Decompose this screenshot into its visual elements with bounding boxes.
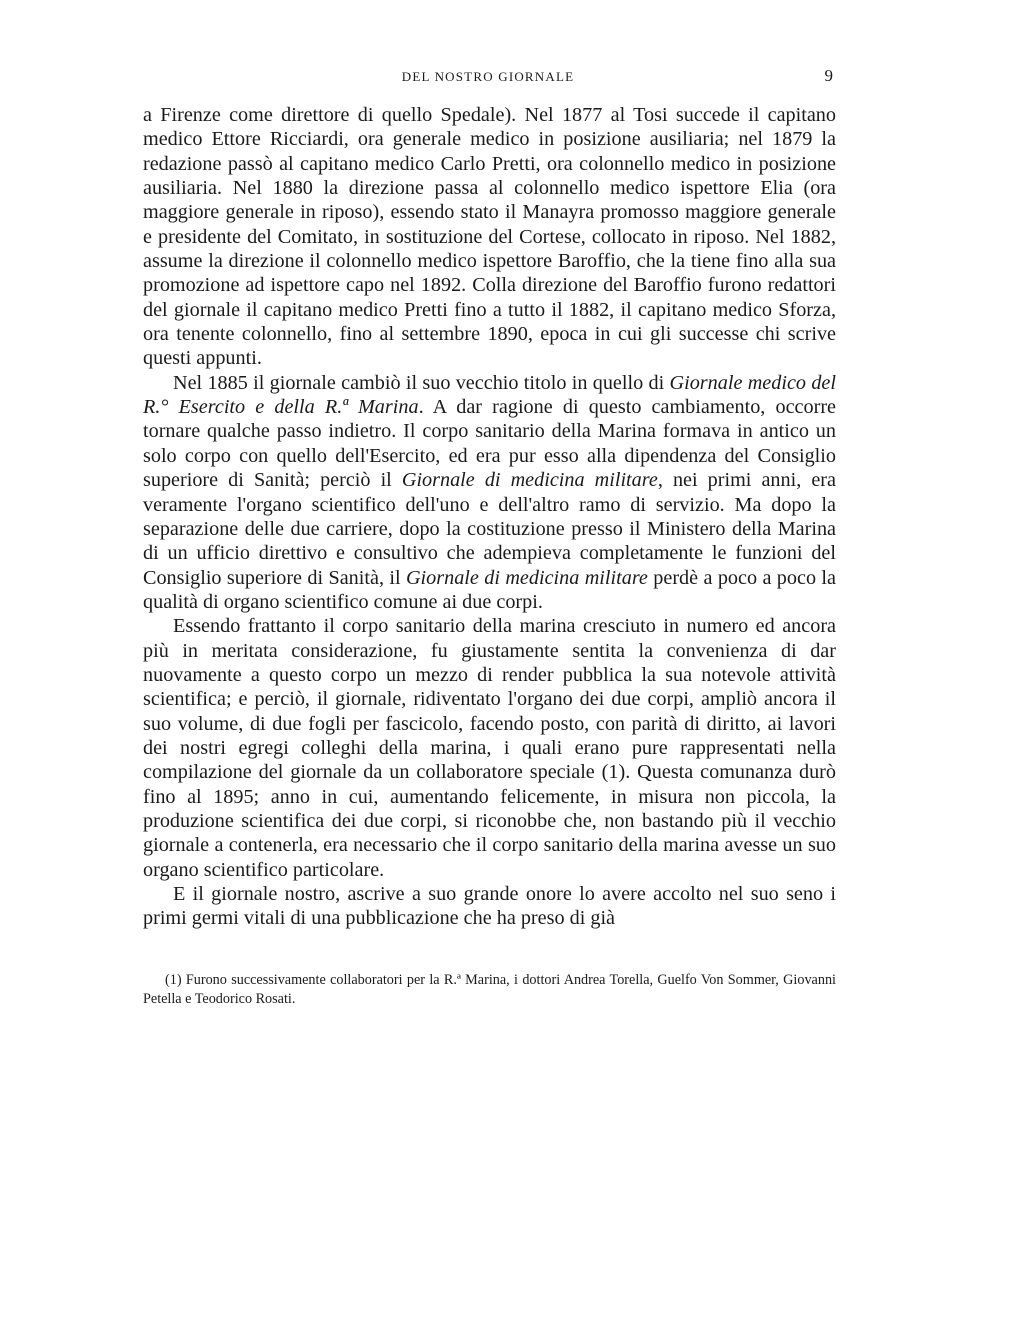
text-run: , nei primi anni, era veramente l'organo scientifico dell'uno e dell'altro ramo di servizio. Ma dopo la separazione delle due carriere, dopo la costituzione presso il Ministero della Marina di un ufficio direttivo e consultivo che adempieva completamente le funzioni del Consiglio superiore di Sanità, il xyxy=(143,469,836,589)
paragraph-3 xyxy=(143,614,836,882)
footnote-1: (1) Furono successivamente collaboratori per la R.ª Marina, i dottori Andrea Torella, Guelfo Von Sommer, Giovanni Petella e Teodorico Rosati. xyxy=(143,972,836,1007)
running-title: DEL NOSTRO GIORNALE xyxy=(401,69,575,84)
italic-title-run: Giornale di medicina militare xyxy=(401,469,658,492)
paragraph-1 xyxy=(143,103,836,371)
italic-title-run: Giornale medico del R.° Esercito e della R.ª Marina xyxy=(143,371,836,419)
page-number: 9 xyxy=(824,66,833,85)
text-run: perdè a poco a poco la qualità di organo scientifico comune ai due corpi. xyxy=(143,566,836,613)
footnotes xyxy=(143,971,836,1009)
text-run: . A dar ragione di questo cambiamento, occorre tornare qualche passo indietro. Il corpo sanitario della Marina formava in antico un solo corpo con quello dell'Esercito, ed era pur esso alla dipendenza del Consiglio superiore di Sanità; perciò il xyxy=(143,396,837,492)
body-text xyxy=(143,103,836,931)
paragraph-2 xyxy=(143,371,836,614)
text-run: Nel 1885 il giornale cambiò il suo vecchio titolo in quello di xyxy=(173,371,670,394)
text-run: a Firenze come direttore di quello Spedale). Nel 1877 al Tosi succede il capitano medico Ettore Ricciardi, ora generale medico in posizione ausiliaria; nel 1879 la redazione passò al capitano medico Carlo Pretti, ora colonnello medico in posizione ausiliaria. Nel 1880 la direzione passa al colonnello medico ispettore Elia (ora maggiore generale in riposo), essendo stato il Manayra promosso maggiore generale e presidente del Comitato, in sostituzione del Cortese, collocato in riposo. Nel 1882, assume la direzione il colonnello medico ispettore Baroffio, che la tiene fino alla sua promozione ad ispettore capo nel 1892. Colla direzione del Baroffio furono redattori del giornale il capitano medico Pretti fino a tutto il 1882, il capitano medico Sforza, ora tenente colonnello, fino al settembre 1890, epoca in cui gli successe chi scrive questi appunti. xyxy=(143,104,836,370)
text-run: Essendo frattanto il corpo sanitario della marina cresciuto in numero ed ancora più in meritata considerazione, fu giustamente sentita la convenienza di dar nuovamente a questo corpo un mezzo di render pubblica la sua notevole attività scientifica; e perciò, il giornale, ridiventato l'organo dei due corpi, ampliò ancora il suo volume, di due fogli per fascicolo, facendo posto, con parità di diritto, ai lavori dei nostri egregi colleghi della marina, i quali erano pure rappresentati nella compilazione del giornale da un collaboratore speciale (1). Questa comunanza durò fino al 1895; anno in cui, aumentando felicemente, in misura non piccola, la produzione scientifica dei due corpi, si riconobbe che, non bastando più il vecchio giornale a contenerla, era necessario che il corpo sanitario della marina avesse un suo organo scientifico particolare. xyxy=(143,615,836,881)
text-run: E il giornale nostro, ascrive a suo grande onore lo avere accolto nel suo seno i primi germi vitali di una pubblicazione che ha preso di già xyxy=(143,883,836,930)
running-head xyxy=(143,66,833,90)
italic-title-run: Giornale di medicina militare xyxy=(405,566,648,589)
paragraph-4 xyxy=(143,882,836,931)
